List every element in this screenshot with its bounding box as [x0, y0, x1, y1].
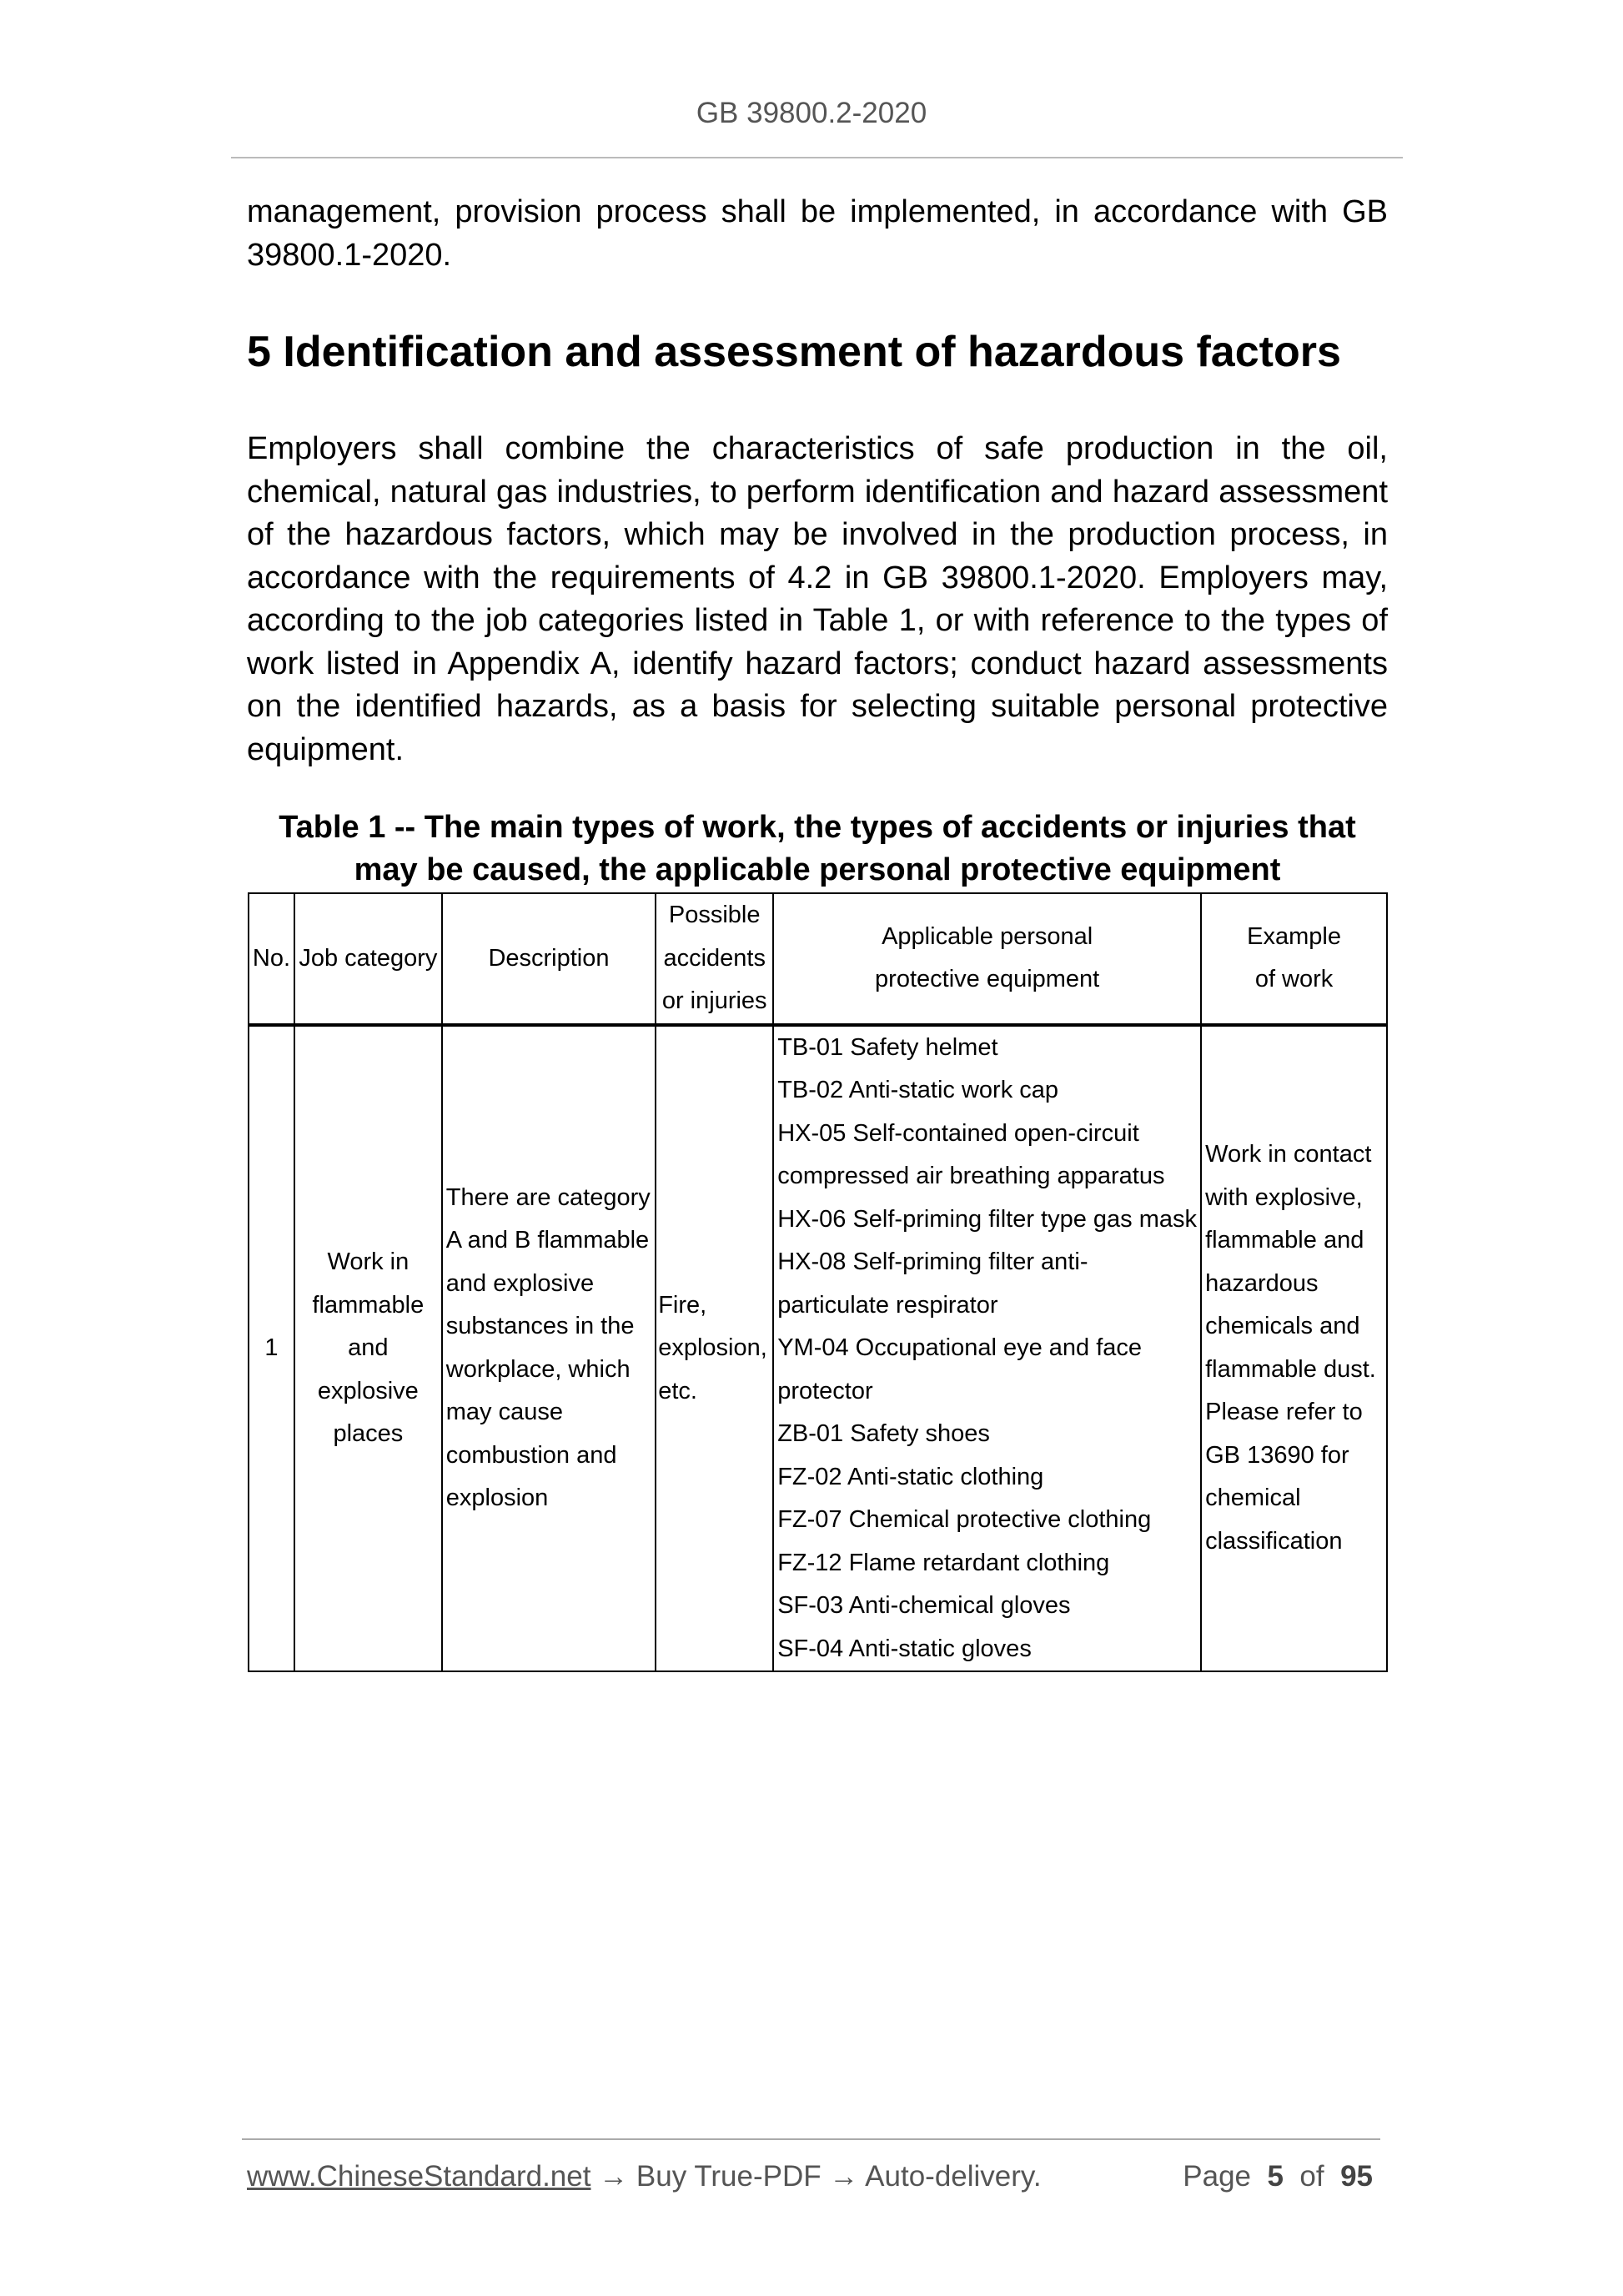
section-heading: 5 Identification and assessment of hazardous factors [247, 328, 1341, 376]
cell-ppe-list [773, 1025, 1201, 1672]
ppe-item: HX-08 Self-priming filter anti-particulate respirator [777, 1248, 1088, 1319]
page-label: Page [1183, 2160, 1252, 2193]
body-paragraph: Employers shall combine the characteristics of safe production in the oil, chemical, natural gas industries, to perform identification and hazard assessment of the hazardous factors, which may be involved in the production process, in accordance with the requirements of 4.2 in GB 39800.1-2020. Employers may, according to the job categories listed in Table 1, or with reference to the types of work listed in Appendix A, identify hazard factors; conduct hazard assessments on the identified hazards, as a basis for selecting suitable personal protective equipment. [247, 431, 1388, 767]
ppe-item: FZ-02 Anti-static clothing [777, 1463, 1044, 1490]
table-caption [247, 806, 1388, 892]
table-header-row [249, 893, 1387, 1025]
header-no: No. [249, 893, 294, 1025]
caption-line: Table 1 -- The main types of work, the types of accidents or injuries that [279, 810, 1356, 845]
ppe-item: HX-05 Self-contained open-circuit compressed air breathing apparatus [777, 1119, 1165, 1189]
cell-description: There are category A and B flammable and explosive substances in the workplace, which may cause combustion and explosion [442, 1025, 656, 1672]
footer-divider [242, 2138, 1380, 2140]
caption-line: may be caused, the applicable personal protective equipment [354, 852, 1281, 887]
header-job-category: Job category [294, 893, 442, 1025]
total-pages: 95 [1340, 2160, 1373, 2193]
ppe-item: HX-06 Self-priming filter type gas mask [777, 1205, 1198, 1233]
ppe-item: TB-01 Safety helmet [777, 1033, 998, 1061]
website-link[interactable]: www.ChineseStandard.net [247, 2160, 591, 2193]
header-possible-accidents: Possible accidents or injuries [656, 893, 773, 1025]
header-example: Example of work [1201, 893, 1387, 1025]
cell-accidents: Fire, explosion, etc. [656, 1025, 773, 1672]
of-label: of [1299, 2160, 1324, 2193]
ppe-table [248, 892, 1388, 1672]
ppe-item: FZ-07 Chemical protective clothing [777, 1506, 1152, 1533]
cell-no: 1 [249, 1025, 294, 1672]
ppe-item: FZ-12 Flame retardant clothing [777, 1549, 1110, 1576]
header-ppe: Applicable personal protective equipment [773, 893, 1201, 1025]
page-indicator [1183, 2160, 1373, 2193]
footer [247, 2160, 1381, 2193]
intro-paragraph: management, provision process shall be implemented, in accordance with GB 39800.1-2020. [247, 194, 1388, 273]
footer-promo-text: → Buy True-PDF → Auto-delivery. [590, 2160, 1042, 2193]
page-number: 5 [1267, 2160, 1284, 2193]
document-id-header: GB 39800.2-2020 [696, 97, 927, 129]
cell-example: Work in contact with explosive, flammable and hazardous chemicals and flammable dust. Please refer to GB 13690 for chemical classification [1201, 1025, 1387, 1672]
header-description: Description [442, 893, 656, 1025]
ppe-item: SF-03 Anti-chemical gloves [777, 1592, 1071, 1619]
ppe-item: ZB-01 Safety shoes [777, 1420, 990, 1447]
ppe-item: TB-02 Anti-static work cap [777, 1077, 1059, 1103]
table-row [249, 1025, 1387, 1672]
ppe-item: YM-04 Occupational eye and face protector [777, 1334, 1143, 1404]
cell-job-category: Work in flammable and explosive places [294, 1025, 442, 1672]
ppe-item: SF-04 Anti-static gloves [777, 1635, 1032, 1662]
header-divider [231, 157, 1403, 158]
